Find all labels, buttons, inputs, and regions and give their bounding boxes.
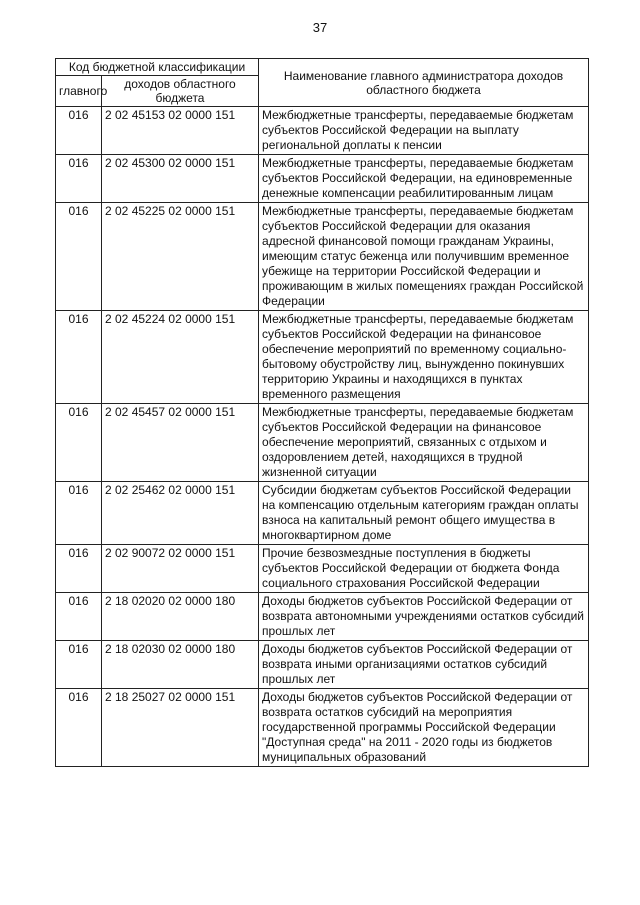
revenue-code-cell: 2 18 25027 02 0000 151 xyxy=(102,689,259,767)
header-admin-code: главного xyxy=(56,76,102,107)
admin-name-cell: Доходы бюджетов субъектов Российской Федерации от возврата остатков субсидий на мероприятия государственной программы Российской Федерации "Доступная среда" на 2011 - 2020 годы из бюджетов муниципальных образований xyxy=(259,689,589,767)
admin-code-cell: 016 xyxy=(56,404,102,482)
table-row xyxy=(56,641,589,689)
revenue-code-cell: 2 02 90072 02 0000 151 xyxy=(102,545,259,593)
revenue-code-cell: 2 02 45457 02 0000 151 xyxy=(102,404,259,482)
revenue-code-cell: 2 02 25462 02 0000 151 xyxy=(102,482,259,545)
admin-code-cell: 016 xyxy=(56,155,102,203)
admin-name-cell: Межбюджетные трансферты, передаваемые бюджетам субъектов Российской Федерации на финансовое обеспечение мероприятий, связанных с отдыхом и оздоровлением детей, находящихся в трудной жизненной ситуации xyxy=(259,404,589,482)
admin-name-cell: Межбюджетные трансферты, передаваемые бюджетам субъектов Российской Федерации для оказания адресной финансовой помощи гражданам Украины, имеющим статус беженца или получившим временное убежище на территории Российской Федерации и проживающим в жилых помещениях граждан Российской Федерации xyxy=(259,203,589,311)
admin-name-cell: Межбюджетные трансферты, передаваемые бюджетам субъектов Российской Федерации, на единовременные денежные компенсации реабилитированным лицам xyxy=(259,155,589,203)
admin-code-cell: 016 xyxy=(56,107,102,155)
admin-code-cell: 016 xyxy=(56,689,102,767)
admin-name-cell: Доходы бюджетов субъектов Российской Федерации от возврата иными организациями остатков субсидий прошлых лет xyxy=(259,641,589,689)
admin-code-cell: 016 xyxy=(56,203,102,311)
table-row xyxy=(56,545,589,593)
revenue-code-cell: 2 02 45225 02 0000 151 xyxy=(102,203,259,311)
table-row xyxy=(56,593,589,641)
page-number: 37 xyxy=(312,20,328,35)
table-header xyxy=(56,59,589,107)
table-row xyxy=(56,689,589,767)
budget-classification-table xyxy=(55,58,589,767)
admin-name-cell: Межбюджетные трансферты, передаваемые бюджетам субъектов Российской Федерации на финансовое обеспечение мероприятий по временному социально-бытовому обустройству лиц, вынужденно покинувших территорию Украины и находящихся в пунктах временного размещения xyxy=(259,311,589,404)
revenue-code-cell: 2 02 45153 02 0000 151 xyxy=(102,107,259,155)
admin-name-cell: Субсидии бюджетам субъектов Российской Федерации на компенсацию отдельным категориям граждан оплаты взноса на капитальный ремонт общего имущества в многоквартирном доме xyxy=(259,482,589,545)
admin-name-cell: Прочие безвозмездные поступления в бюджеты субъектов Российской Федерации от бюджета Фонда социального страхования Российской Федерации xyxy=(259,545,589,593)
revenue-code-cell: 2 02 45300 02 0000 151 xyxy=(102,155,259,203)
admin-name-cell: Межбюджетные трансферты, передаваемые бюджетам субъектов Российской Федерации на выплату региональной доплаты к пенсии xyxy=(259,107,589,155)
admin-code-cell: 016 xyxy=(56,311,102,404)
header-admin-name: Наименование главного администратора доходов областного бюджета xyxy=(259,59,589,107)
admin-code-cell: 016 xyxy=(56,641,102,689)
revenue-code-cell: 2 02 45224 02 0000 151 xyxy=(102,311,259,404)
admin-name-cell: Доходы бюджетов субъектов Российской Федерации от возврата автономными учреждениями остатков субсидий прошлых лет xyxy=(259,593,589,641)
header-revenue-code: доходов областного бюджета xyxy=(102,76,259,107)
table-row xyxy=(56,311,589,404)
revenue-code-cell: 2 18 02020 02 0000 180 xyxy=(102,593,259,641)
table-row xyxy=(56,155,589,203)
admin-code-cell: 016 xyxy=(56,482,102,545)
table-row xyxy=(56,107,589,155)
table-row xyxy=(56,404,589,482)
admin-code-cell: 016 xyxy=(56,545,102,593)
table-row xyxy=(56,203,589,311)
revenue-code-cell: 2 18 02030 02 0000 180 xyxy=(102,641,259,689)
header-group-title: Код бюджетной классификации xyxy=(56,59,259,76)
table-body xyxy=(56,107,589,767)
admin-code-cell: 016 xyxy=(56,593,102,641)
table-row xyxy=(56,482,589,545)
